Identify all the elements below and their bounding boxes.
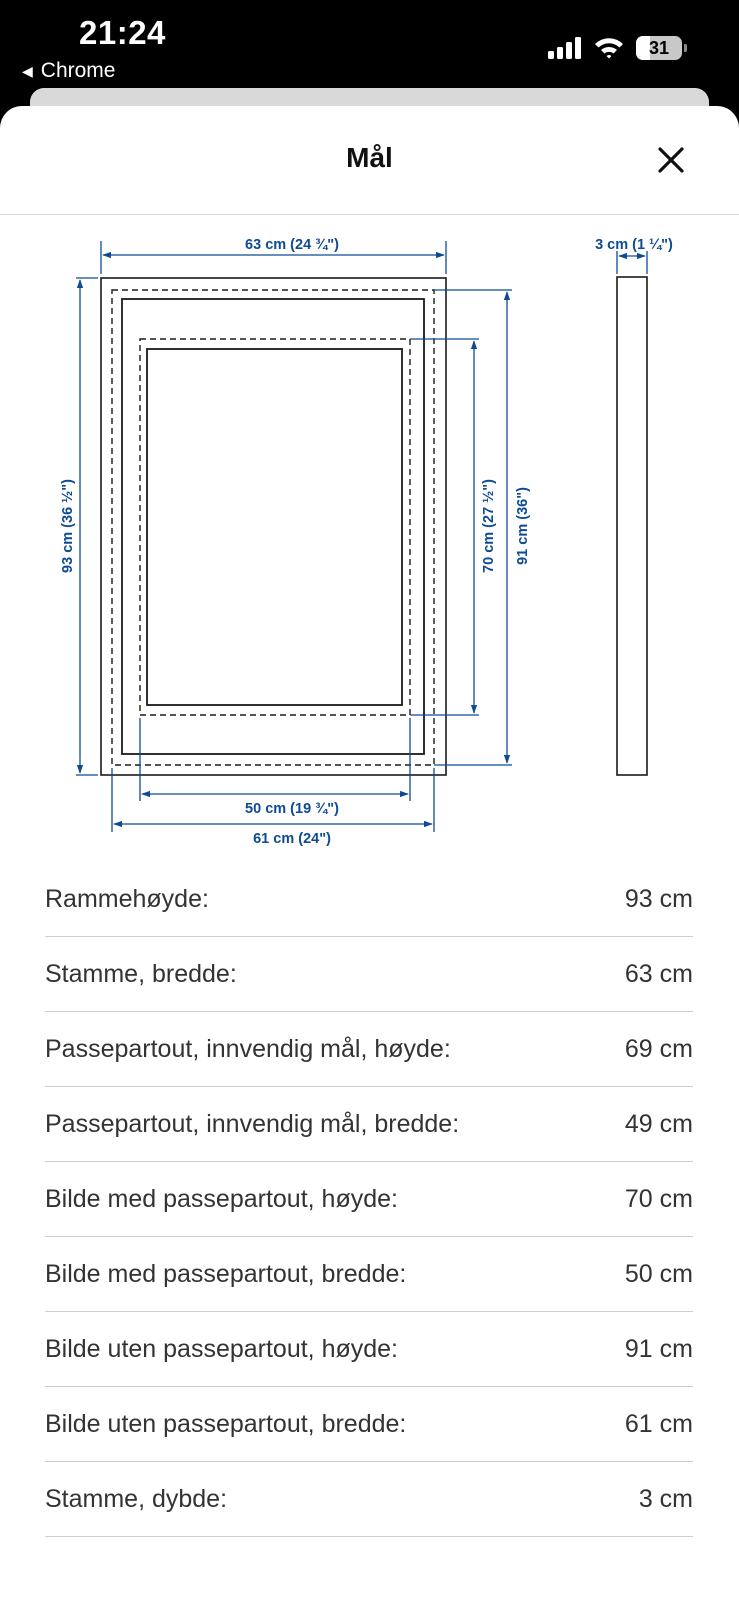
- back-app-label: Chrome: [40, 59, 116, 82]
- spec-value: 49 cm: [624, 1109, 693, 1138]
- status-icons: [548, 36, 687, 60]
- spec-label: Bilde uten passepartout, bredde:: [45, 1409, 407, 1438]
- spec-row: [45, 1237, 693, 1312]
- spec-row: [45, 1462, 693, 1537]
- wifi-icon: [594, 37, 624, 59]
- spec-value: 70 cm: [624, 1184, 693, 1213]
- spec-value: 63 cm: [624, 959, 693, 988]
- dimensions-diagram: [0, 106, 739, 846]
- depth-label: 3 cm (1 ¼"): [595, 237, 673, 253]
- frame-width-label: 63 cm (24 ¾"): [245, 237, 339, 253]
- spec-value: 91 cm: [624, 1334, 693, 1363]
- sheet-title: Mål: [346, 142, 393, 173]
- status-time: 21:24: [79, 14, 166, 51]
- spec-row: [45, 937, 693, 1012]
- battery-icon: [636, 36, 687, 60]
- dimensions-sheet: [0, 106, 739, 1600]
- spec-row: [45, 1012, 693, 1087]
- cellular-signal-icon: [548, 37, 582, 59]
- spec-value: 50 cm: [624, 1259, 693, 1288]
- back-triangle-icon: ◀: [22, 62, 33, 79]
- status-bar: [0, 0, 739, 100]
- frame-side-view: [617, 277, 647, 775]
- dimension-lines: [76, 241, 647, 832]
- spec-list: [45, 862, 693, 1537]
- spec-value: 69 cm: [624, 1034, 693, 1063]
- spec-label: Rammehøyde:: [45, 884, 209, 913]
- spec-value: 93 cm: [624, 884, 693, 913]
- frame-outline: [101, 278, 446, 775]
- spec-label: Bilde med passepartout, bredde:: [45, 1259, 407, 1288]
- spec-label: Bilde uten passepartout, høyde:: [45, 1334, 399, 1363]
- spec-row: [45, 862, 693, 937]
- spec-label: Passepartout, innvendig mål, bredde:: [45, 1109, 460, 1138]
- spec-label: Passepartout, innvendig mål, høyde:: [45, 1034, 451, 1063]
- spec-row: [45, 1312, 693, 1387]
- picture-without-mat-height-label: 91 cm (36"): [515, 487, 531, 565]
- spec-value: 3 cm: [638, 1484, 693, 1513]
- spec-row: [45, 1387, 693, 1462]
- spec-row: [45, 1162, 693, 1237]
- battery-percent: 31: [648, 37, 670, 58]
- spec-label: Stamme, bredde:: [45, 959, 237, 988]
- frame-height-label: 93 cm (36 ½"): [60, 479, 76, 573]
- spec-label: Stamme, dybde:: [45, 1484, 228, 1513]
- picture-with-mat-height-label: 70 cm (27 ½"): [481, 479, 497, 573]
- back-to-app-link[interactable]: [22, 59, 115, 83]
- spec-value: 61 cm: [624, 1409, 693, 1438]
- spec-row: [45, 1087, 693, 1162]
- picture-with-mat-width-label: 50 cm (19 ¾"): [245, 801, 339, 817]
- picture-without-mat-width-label: 61 cm (24"): [253, 831, 331, 846]
- spec-label: Bilde med passepartout, høyde:: [45, 1184, 398, 1213]
